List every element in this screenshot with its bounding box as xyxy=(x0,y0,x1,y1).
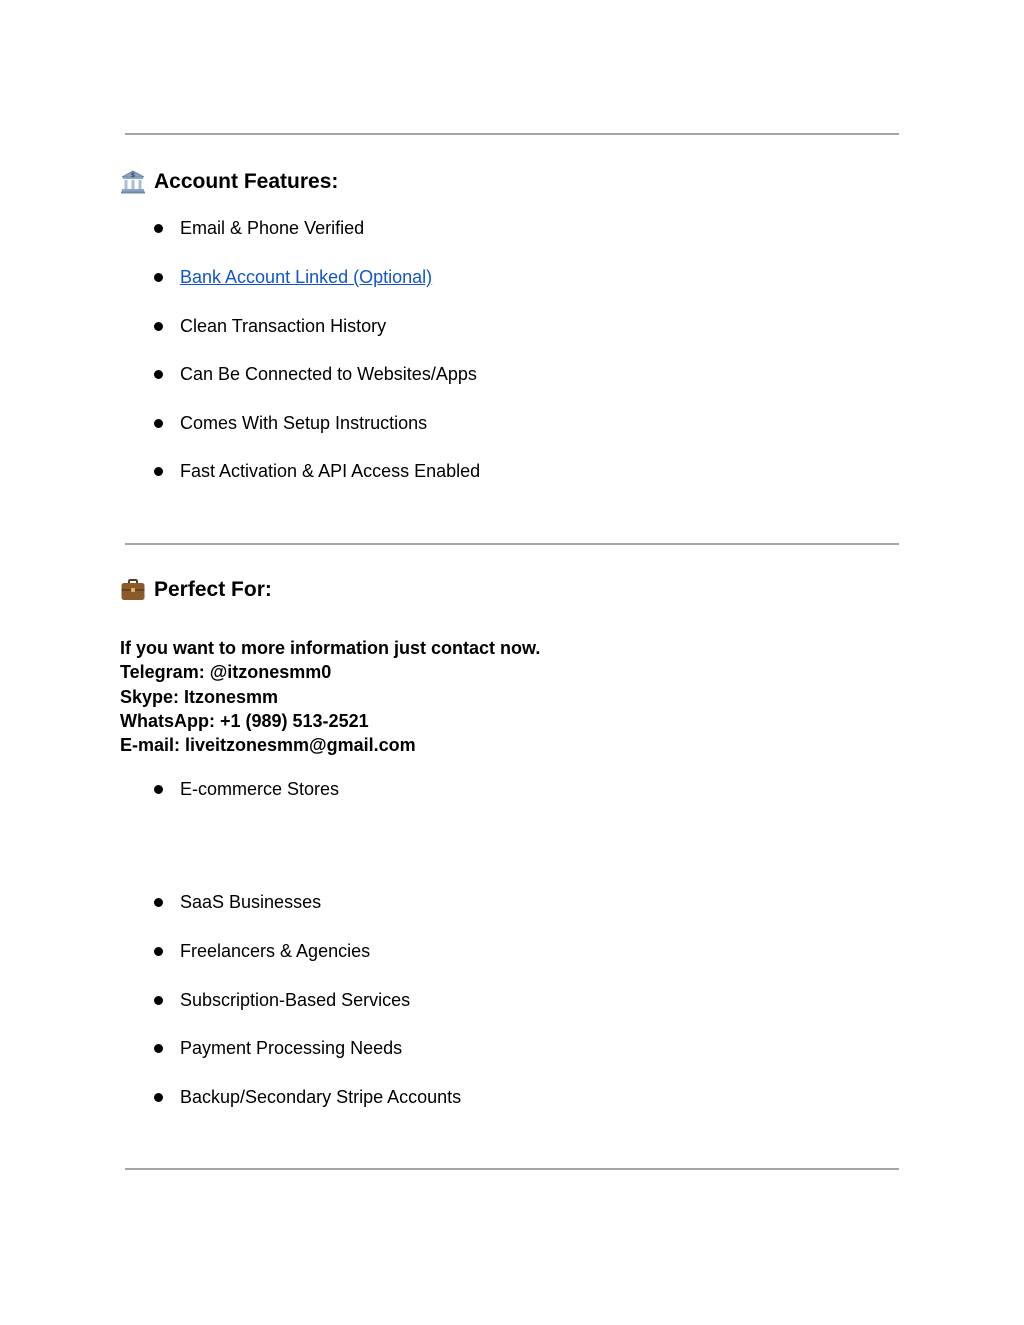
list-item-label: SaaS Businesses xyxy=(180,892,322,912)
list-item-label: Freelancers & Agencies xyxy=(180,941,371,961)
list-item xyxy=(150,1085,461,1109)
list-item xyxy=(150,1036,402,1060)
list-item xyxy=(150,265,432,289)
bank-icon xyxy=(120,169,146,195)
account-features-heading xyxy=(120,169,338,195)
horizontal-rule-middle xyxy=(125,543,899,545)
bullet-icon xyxy=(154,898,163,907)
bank-account-link[interactable]: Bank Account Linked (Optional) xyxy=(180,267,433,287)
contact-telegram: Telegram: @itzonesmm0 xyxy=(120,662,332,683)
perfect-for-heading xyxy=(120,577,272,603)
heading-text: Perfect For: xyxy=(154,578,272,601)
list-item xyxy=(150,988,410,1012)
list-item xyxy=(150,362,477,386)
briefcase-icon xyxy=(120,577,146,603)
bullet-icon xyxy=(154,419,163,428)
list-item xyxy=(150,777,339,801)
bullet-icon xyxy=(154,1093,163,1102)
bullet-icon xyxy=(154,996,163,1005)
bullet-icon xyxy=(154,370,163,379)
contact-intro: If you want to more information just contact now. xyxy=(120,638,541,658)
bullet-icon xyxy=(154,467,163,476)
bullet-icon xyxy=(154,224,163,233)
list-item-label: Backup/Secondary Stripe Accounts xyxy=(180,1087,462,1107)
svg-text:$: $ xyxy=(130,172,136,179)
horizontal-rule-bottom xyxy=(125,1168,899,1170)
bullet-icon xyxy=(154,947,163,956)
bullet-icon xyxy=(154,322,163,331)
list-item xyxy=(150,411,427,435)
bullet-icon xyxy=(154,273,163,282)
list-item-label: Payment Processing Needs xyxy=(180,1038,403,1058)
list-item xyxy=(150,890,321,914)
list-item-label: Subscription-Based Services xyxy=(180,990,411,1010)
list-item-label: E-commerce Stores xyxy=(180,779,340,799)
contact-skype: Skype: Itzonesmm xyxy=(120,686,279,707)
list-item xyxy=(150,459,480,483)
contact-email: E-mail: liveitzonesmm@gmail.com xyxy=(120,735,416,756)
list-item xyxy=(150,314,386,338)
contact-whatsapp: WhatsApp: +1 (989) 513-2521 xyxy=(120,710,369,731)
list-item-label: Comes With Setup Instructions xyxy=(180,413,428,433)
bullet-icon xyxy=(154,1044,163,1053)
list-item-label: Email & Phone Verified xyxy=(180,218,365,238)
heading-text: Account Features: xyxy=(154,170,339,193)
contact-block xyxy=(120,636,540,757)
list-item-label: Can Be Connected to Websites/Apps xyxy=(180,364,477,384)
horizontal-rule-top xyxy=(125,133,899,135)
list-item-label: Clean Transaction History xyxy=(180,316,387,336)
list-item xyxy=(150,216,364,240)
bullet-icon xyxy=(154,785,163,794)
list-item xyxy=(150,939,370,963)
list-item-label: Fast Activation & API Access Enabled xyxy=(180,461,481,481)
